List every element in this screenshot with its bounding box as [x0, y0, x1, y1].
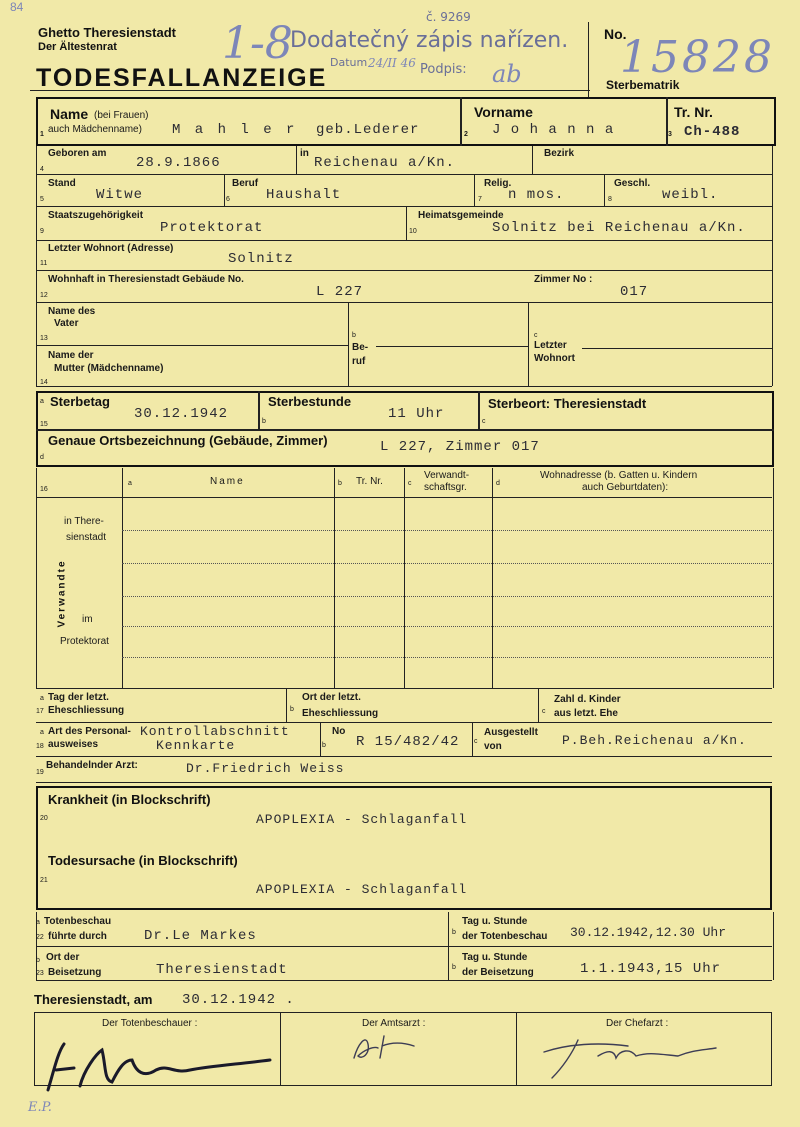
row4-divider	[406, 206, 407, 240]
beisetz-ort-value: Theresienstadt	[156, 962, 288, 978]
beschau-time-value: 30.12.1942,12.30 Uhr	[570, 925, 727, 940]
rel-row-2	[122, 563, 772, 564]
bezirk-label: Bezirk	[544, 148, 575, 159]
beschau-a-letter: a	[36, 919, 40, 926]
row3-divider-3	[604, 174, 605, 206]
stamp-datum-label: Datum	[330, 56, 368, 69]
geboren-label: Geboren am	[48, 148, 107, 159]
stamp-signature: ab	[492, 60, 522, 88]
mutter-label-2: Mutter (Mädchenname)	[54, 363, 164, 374]
ausweis-ausgestellt-label-2: von	[484, 741, 502, 752]
relig-label: Relig.	[484, 178, 512, 189]
rel-c-letter: c	[408, 480, 412, 487]
register-label: Sterbematrik	[606, 78, 680, 92]
field-num-10: 10	[409, 228, 417, 235]
row2-divider-2	[532, 146, 533, 174]
theresien-label-1: in There-	[64, 516, 104, 527]
in-label: in	[300, 148, 309, 159]
rel-row-4	[122, 626, 772, 627]
field-num-15: 15	[40, 421, 48, 428]
relatives-verw-col-1: Verwandt-	[424, 470, 470, 481]
marr-divider-2	[538, 688, 539, 722]
genau-label: Genaue Ortsbezeichnung (Gebäude, Zimmer)	[48, 433, 328, 448]
ausweis-art-value-1: Kontrollabschnitt	[140, 724, 290, 739]
geboren-value: 28.9.1866	[136, 155, 221, 171]
sterbetag-value: 30.12.1942	[134, 406, 229, 422]
death-c-letter: c	[482, 418, 486, 425]
field-num-21: 21	[40, 877, 48, 884]
sig1-label: Der Totenbeschauer :	[102, 1018, 198, 1029]
field-num-16: 16	[40, 486, 48, 493]
rel-col-2	[334, 468, 335, 688]
register-number: 15828	[620, 32, 775, 83]
rel-row-3	[122, 596, 772, 597]
field-num-6: 6	[226, 196, 230, 203]
beisetz-time-label-1: Tag u. Stunde	[462, 952, 528, 963]
sig-divider-1	[280, 1012, 281, 1086]
relatives-side-label: Verwandte	[56, 559, 68, 628]
parents-beruf-label-2: ruf	[352, 356, 366, 367]
beschau-b-letter: b	[452, 929, 456, 936]
stamp-datum-value: 24/II 46	[368, 56, 416, 70]
vorname-value: J o h a n n a	[492, 122, 615, 138]
beisetz-time-label-2: der Beisetzung	[462, 967, 534, 978]
field-num-23: 23	[36, 970, 44, 977]
beisetz-time-value: 1.1.1943,15 Uhr	[580, 961, 722, 977]
beschau-by-label-2: führte durch	[48, 931, 107, 942]
field-num-14: 14	[40, 379, 48, 386]
beschau-by-value: Dr.Le Markes	[144, 928, 257, 944]
field-num-11: 11	[40, 260, 48, 267]
beisetz-time-b-letter: b	[452, 964, 456, 971]
stand-value: Witwe	[96, 187, 144, 203]
header-divider	[588, 22, 589, 97]
staat-label: Staatszugehörigkeit	[48, 210, 144, 221]
arzt-label: Behandelnder Arzt:	[46, 760, 138, 771]
place-date-value: 30.12.1942 .	[182, 992, 295, 1008]
heimat-label: Heimatsgemeinde	[418, 210, 504, 221]
corner-mark: 84	[10, 0, 24, 14]
field-num-2: 2	[464, 131, 468, 138]
ausweis-art-value-2: Kennkarte	[156, 738, 236, 753]
beschau-bottom-rule	[36, 980, 772, 981]
sterbeort-label: Sterbeort: Theresienstadt	[488, 396, 647, 411]
beschau-time-label-1: Tag u. Stunde	[462, 916, 528, 927]
field-num-20: 20	[40, 815, 48, 822]
marr-ort-label-1: Ort der letzt.	[302, 692, 361, 703]
beruf-value: Haushalt	[266, 187, 342, 203]
row3-divider-1	[224, 174, 225, 206]
relatives-verw-col-2: schaftsgr.	[424, 482, 467, 493]
number-label: No.	[604, 26, 627, 42]
relatives-addr-col-2: auch Geburtdaten):	[582, 482, 669, 493]
ausw-divider-2	[472, 722, 473, 756]
sterbetag-label: Sterbetag	[50, 394, 110, 409]
marr-tag-label-1: Tag der letzt.	[48, 692, 109, 703]
bottom-mark: E.P.	[28, 1100, 52, 1115]
zimmer-value: 017	[620, 284, 649, 300]
org-line-1: Ghetto Theresienstadt	[38, 25, 176, 40]
field-num-18: 18	[36, 743, 44, 750]
death-divider-1	[258, 391, 260, 429]
krankheit-value: APOPLEXIA - Schlaganfall	[256, 812, 468, 827]
parents-divider-1	[348, 302, 349, 386]
sterbestunde-value: 11 Uhr	[388, 406, 445, 422]
field-num-12: 12	[40, 292, 48, 299]
prot-label-2: Protektorat	[60, 636, 109, 647]
marr-rule	[36, 722, 772, 723]
wohnhaft-value: L 227	[316, 284, 364, 300]
field-num-5: 5	[40, 196, 44, 203]
death-b-letter: b	[262, 418, 266, 425]
ausw-a-letter: a	[40, 729, 44, 736]
rule-parents-mid	[36, 345, 348, 346]
beisetz-b-letter: b	[36, 957, 40, 964]
signature-amtsarzt	[344, 1024, 424, 1074]
rel-row-5	[122, 657, 772, 658]
stand-label: Stand	[48, 178, 76, 189]
sig3-label: Der Chefarzt :	[606, 1018, 669, 1029]
parents-wohnort-line	[582, 348, 772, 349]
death-mid-rule	[36, 429, 774, 431]
relatives-bottom-rule	[36, 688, 772, 689]
wohnhaft-label: Wohnhaft in Theresienstadt Gebäude No.	[48, 274, 244, 285]
relatives-trnr-col: Tr. Nr.	[356, 476, 383, 487]
name-label: Name	[50, 106, 89, 122]
marr-c-letter: c	[542, 708, 546, 715]
beisetz-ort-label-1: Ort der	[46, 952, 80, 963]
vater-label-2: Vater	[54, 318, 79, 329]
rule-6	[36, 302, 772, 303]
rule-7	[36, 386, 772, 387]
prot-label-1: im	[82, 614, 93, 625]
parents-divider-2	[528, 302, 529, 386]
beisetz-ort-label-2: Beisetzung	[48, 967, 102, 978]
marr-divider-1	[286, 688, 287, 722]
parents-beruf-line	[376, 346, 528, 347]
arzt-rule	[36, 782, 772, 783]
pencil-mark: 1-8	[222, 18, 293, 69]
marr-a-letter: a	[40, 695, 44, 702]
rule-5	[36, 270, 772, 271]
beschau-mid-rule	[36, 946, 772, 947]
mutter-label-1: Name der	[48, 350, 94, 361]
relatives-addr-col-1: Wohnadresse (b. Gatten u. Kindern	[540, 470, 698, 481]
field-num-1: 1	[40, 131, 44, 138]
field-num-22: 22	[36, 934, 44, 941]
ursache-value: APOPLEXIA - Schlaganfall	[256, 882, 468, 897]
stamp-text: Dodatečný zápis nařízen.	[290, 28, 569, 53]
arzt-value: Dr.Friedrich Weiss	[186, 761, 345, 776]
row3-divider-2	[474, 174, 475, 206]
rule-4	[36, 240, 772, 241]
rel-d-letter: d	[496, 480, 500, 487]
trnr-label: Tr. Nr.	[674, 104, 713, 120]
ausweis-art-label-1: Art des Personal-	[48, 726, 131, 737]
row1-divider-1	[460, 97, 462, 146]
sig-divider-2	[516, 1012, 517, 1086]
beschau-by-label-1: Totenbeschau	[44, 916, 112, 927]
beschau-divider-1	[448, 912, 449, 946]
krankheit-label: Krankheit (in Blockschrift)	[48, 792, 211, 807]
name-hint-2: auch Mädchenname)	[48, 124, 142, 135]
field-num-13: 13	[40, 335, 48, 342]
sterbestunde-label: Sterbestunde	[268, 394, 352, 409]
form-title: TODESFALLANZEIGE	[36, 64, 328, 92]
field-num-19: 19	[36, 769, 44, 776]
header-rule	[30, 90, 590, 91]
ausweis-ausgestellt-label-1: Ausgestellt	[484, 727, 538, 738]
wohnort-value: Solnitz	[228, 251, 294, 267]
parents-c-letter: c	[534, 332, 538, 339]
field-num-17: 17	[36, 708, 44, 715]
ausw-b-letter: b	[322, 742, 326, 749]
rel-row-1	[122, 530, 772, 531]
parents-b-letter: b	[352, 332, 356, 339]
field-num-9: 9	[40, 228, 44, 235]
geschl-value: weibl.	[662, 187, 719, 203]
marr-kinder-label-2: aus letzt. Ehe	[554, 708, 618, 719]
vorname-label: Vorname	[474, 104, 533, 120]
vater-label-1: Name des	[48, 306, 96, 317]
ursache-label: Todesursache (in Blockschrift)	[48, 853, 238, 868]
marr-ort-label-2: Eheschliessung	[302, 708, 379, 719]
relatives-table	[36, 468, 774, 688]
ausweis-art-label-2: ausweises	[48, 739, 99, 750]
parents-beruf-label-1: Be-	[352, 342, 369, 353]
signature-chefarzt	[538, 1034, 738, 1084]
beschau-time-label-2: der Totenbeschau	[462, 931, 548, 942]
death-divider-2	[478, 391, 480, 429]
ausweis-no-value: R 15/482/42	[356, 734, 460, 750]
marr-b-letter: b	[290, 706, 294, 713]
signature-totenbeschauer	[40, 1030, 280, 1100]
stamp-podpis-label: Podpis:	[420, 62, 467, 77]
death-d-letter: d	[40, 454, 44, 461]
parents-wohnort-label-1: Letzter	[534, 340, 567, 351]
ausw-rule	[36, 756, 772, 757]
rel-b-letter: b	[338, 480, 342, 487]
wohnort-label: Letzter Wohnort (Adresse)	[48, 243, 174, 254]
staat-value: Protektorat	[160, 220, 264, 236]
beschau-divider-2	[448, 946, 449, 980]
ausw-divider-1	[320, 722, 321, 756]
row2-divider-1	[296, 146, 297, 174]
beruf-label: Beruf	[232, 178, 259, 189]
marr-tag-label-2: Eheschliessung	[48, 705, 125, 716]
ausweis-ausgestellt-value: P.Beh.Reichenau a/Kn.	[562, 733, 747, 748]
name-hint-1: (bei Frauen)	[94, 110, 149, 121]
maiden-name-value: geb.Lederer	[316, 122, 420, 138]
field-num-8: 8	[608, 196, 612, 203]
in-value: Reichenau a/Kn.	[314, 155, 456, 171]
place-date-label: Theresienstadt, am	[34, 992, 153, 1007]
org-line-2: Der Ältestenrat	[38, 41, 117, 53]
trnr-value: Ch-488	[684, 124, 741, 140]
rule-3	[36, 206, 772, 207]
rule-2	[36, 174, 772, 175]
parents-wohnort-label-2: Wohnort	[534, 353, 575, 364]
heimat-value: Solnitz bei Reichenau a/Kn.	[492, 220, 746, 236]
sig2-label: Der Amtsarzt :	[362, 1018, 426, 1029]
ausw-c-letter: c	[474, 738, 478, 745]
genau-value: L 227, Zimmer 017	[380, 439, 540, 455]
relig-value: n mos.	[508, 187, 565, 203]
death-a-letter: a	[40, 398, 44, 405]
marr-kinder-label-1: Zahl d. Kinder	[554, 694, 621, 705]
ausweis-no-label: No	[332, 726, 346, 737]
zimmer-label: Zimmer No :	[534, 274, 593, 285]
name-value: M a h l e r	[172, 122, 298, 138]
rel-a-letter: a	[128, 480, 132, 487]
geschl-label: Geschl.	[614, 178, 651, 189]
field-num-3: 3	[668, 131, 672, 138]
relatives-name-col: Name	[210, 476, 245, 487]
stamp-ref-number: č. 9269	[426, 10, 471, 24]
form-left-border	[36, 146, 37, 386]
rel-col-3	[404, 468, 405, 688]
field-num-4: 4	[40, 166, 44, 173]
theresien-label-2: sienstadt	[66, 532, 107, 543]
field-num-7: 7	[478, 196, 482, 203]
rel-col-4	[492, 468, 493, 688]
form-right-border	[772, 146, 773, 386]
rel-col-1	[122, 468, 123, 688]
